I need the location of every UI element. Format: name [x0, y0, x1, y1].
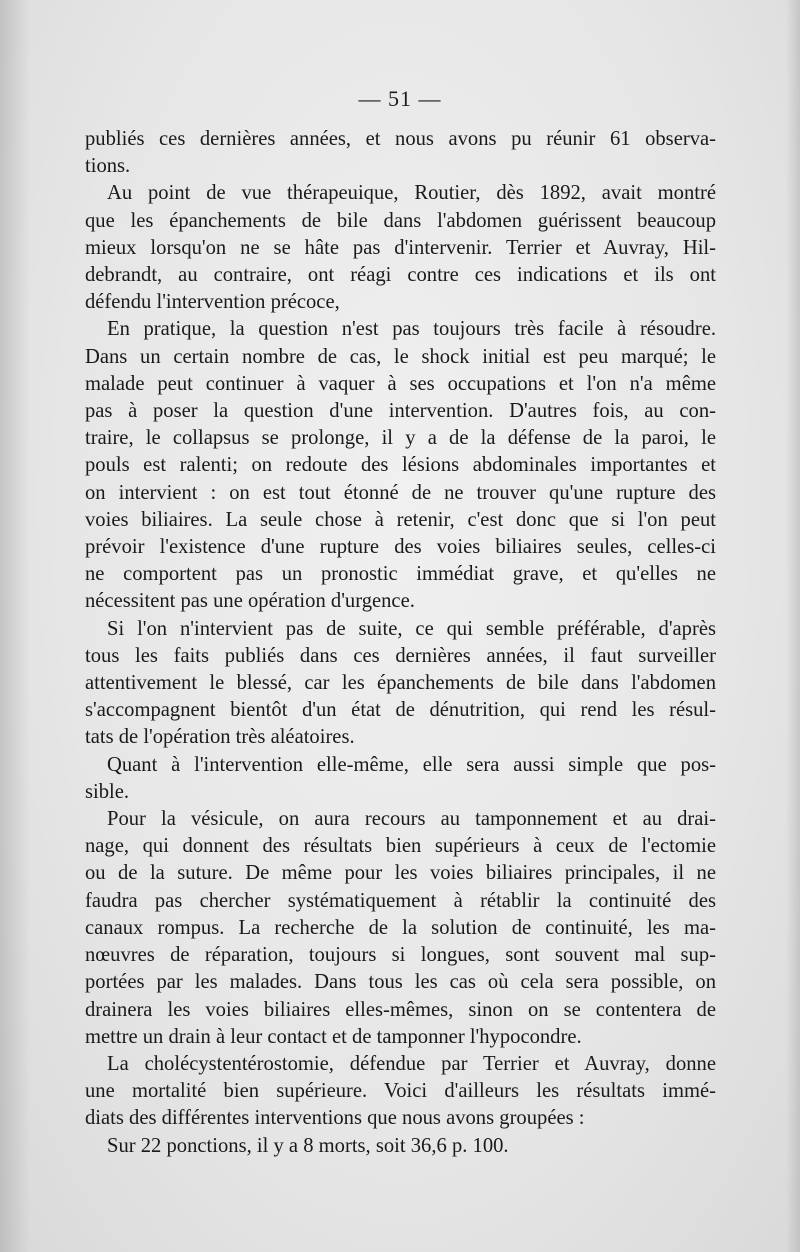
text-line: prévoir l'existence d'une rupture des voies biliaires seules, celles-ci [85, 536, 716, 559]
text-line: Quant à l'intervention elle-même, elle sera aussi simple que pos- [107, 753, 716, 776]
paragraph [85, 316, 716, 615]
text-line: ou de la suture. De même pour les voies biliaires principales, il ne [85, 862, 716, 885]
text-line: tions. [85, 155, 131, 178]
paragraph [85, 806, 716, 1051]
paragraph [85, 126, 716, 180]
paragraph [85, 1051, 716, 1133]
paragraph [85, 752, 716, 806]
text-line: debrandt, au contraire, ont réagi contre ces indications et ils ont [85, 264, 716, 287]
text-line: Si l'on n'intervient pas de suite, ce qui semble préférable, d'après [107, 617, 716, 640]
text-line: nage, qui donnent des résultats bien supérieurs à ceux de l'ectomie [85, 835, 716, 858]
text-line: ne comportent pas un pronostic immédiat grave, et qu'elles ne [85, 563, 716, 586]
paragraph [85, 1133, 716, 1160]
text-line: traire, le collapsus se prolonge, il y a de la défense de la paroi, le [85, 427, 716, 450]
text-line: défendu l'intervention précoce, [85, 291, 340, 314]
text-line: nœuvres de réparation, toujours si longues, sont souvent mal sup- [85, 944, 716, 967]
page-number: — 51 — [358, 86, 442, 111]
paragraph [85, 180, 716, 316]
paragraph [85, 616, 716, 752]
text-line: En pratique, la question n'est pas toujours très facile à résoudre. [107, 318, 716, 341]
text-line: voies biliaires. La seule chose à retenir, c'est donc que si l'on peut [85, 508, 716, 531]
text-line: on intervient : on est tout étonné de ne trouver qu'une rupture des [85, 481, 716, 504]
text-line: mieux lorsqu'on ne se hâte pas d'intervenir. Terrier et Auvray, Hil- [85, 236, 716, 259]
text-line: canaux rompus. La recherche de la solution de continuité, les ma- [85, 916, 716, 939]
text-line: une mortalité bien supérieure. Voici d'ailleurs les résultats immé- [85, 1080, 716, 1103]
text-line: mettre un drain à leur contact et de tamponner l'hypocondre. [85, 1025, 582, 1048]
text-line: publiés ces dernières années, et nous avons pu réunir 61 observa- [85, 128, 716, 150]
text-line: pas à poser la question d'une intervention. D'autres fois, au con- [85, 400, 716, 423]
text-line: Dans un certain nombre de cas, le shock initial est peu marqué; le [85, 345, 716, 368]
text-line: tats de l'opération très aléatoires. [85, 726, 355, 749]
text-line: Sur 22 ponctions, il y a 8 morts, soit 36,6 p. 100. [107, 1134, 509, 1157]
text-line: drainera les voies biliaires elles-mêmes, sinon on se contentera de [85, 998, 716, 1021]
body-text [85, 126, 716, 1160]
text-line: La cholécystentérostomie, défendue par Terrier et Auvray, donne [107, 1052, 716, 1075]
text-line: malade peut continuer à vaquer à ses occupations et l'on n'a même [85, 372, 716, 395]
text-line: tous les faits publiés dans ces dernières années, il faut surveiller [85, 644, 716, 667]
text-line: s'accompagnent bientôt d'un état de dénutrition, qui rend les résul- [85, 699, 716, 722]
text-line: diats des différentes interventions que nous avons groupées : [85, 1107, 585, 1130]
text-line: Au point de vue thérapeuique, Routier, dès 1892, avait montré [107, 182, 716, 205]
text-line: portées par les malades. Dans tous les cas où cela sera possible, on [85, 971, 716, 994]
text-line: nécessitent pas une opération d'urgence. [85, 590, 415, 613]
text-line: Pour la vésicule, on aura recours au tamponnement et au drai- [107, 808, 716, 831]
text-line: que les épanchements de bile dans l'abdomen guérissent beaucoup [85, 209, 716, 232]
text-line: sible. [85, 780, 130, 803]
text-line: faudra pas chercher systématiquement à rétablir la continuité des [85, 889, 716, 912]
text-line: attentivement le blessé, car les épanchements de bile dans l'abdomen [85, 672, 716, 695]
text-line: pouls est ralenti; on redoute des lésions abdominales importantes et [85, 454, 716, 477]
